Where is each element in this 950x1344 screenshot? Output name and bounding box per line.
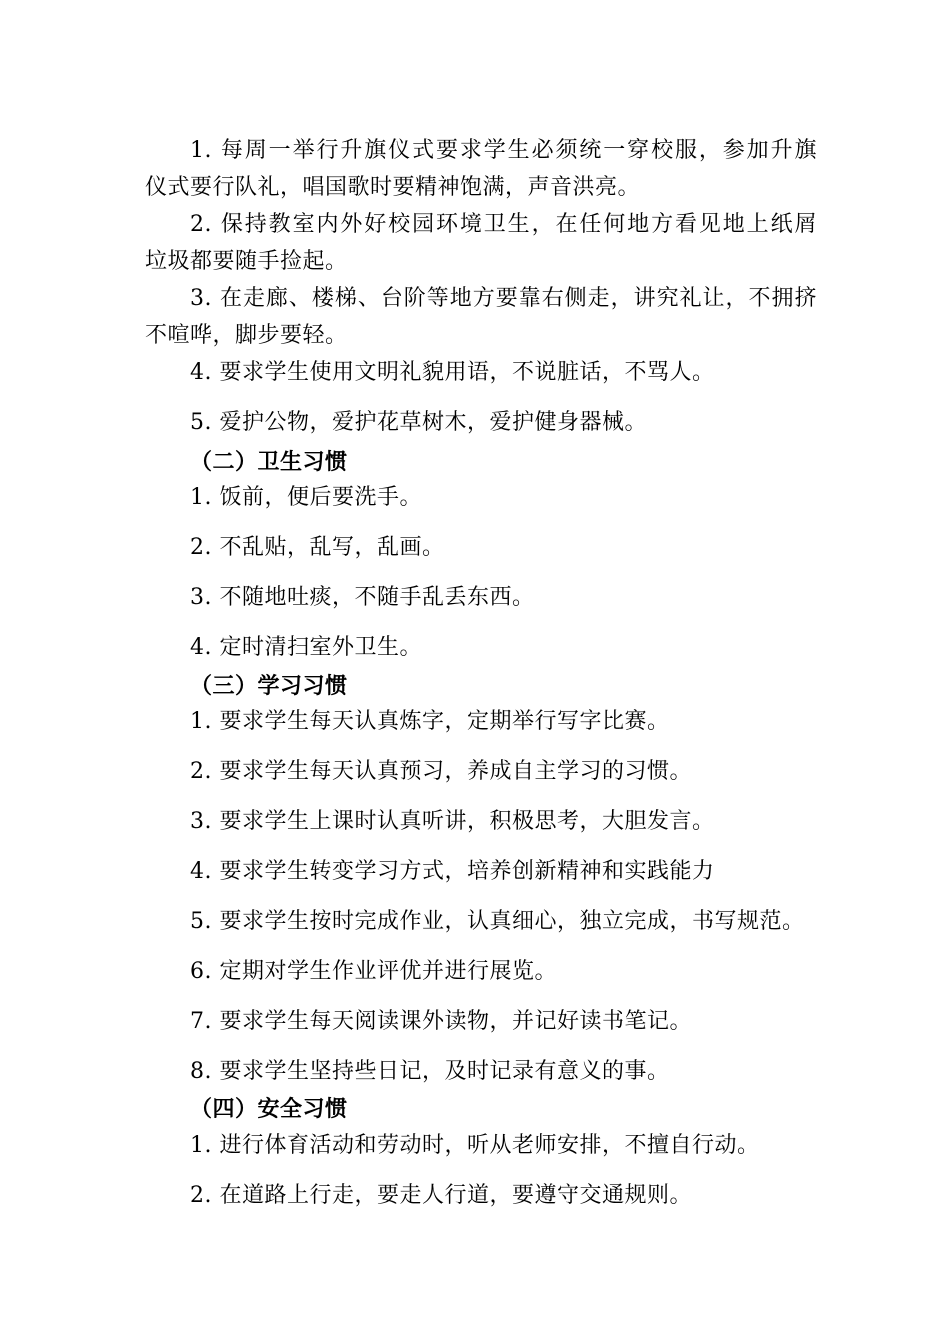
- list-item: 4. 定时清扫室外卫生。: [190, 635, 422, 660]
- list-item: 7. 要求学生每天阅读课外读物，并记好读书笔记。: [190, 1009, 692, 1034]
- paragraph-line: 不喧哗，脚步要轻。: [145, 323, 348, 348]
- list-item: 2. 要求学生每天认真预习，养成自主学习的习惯。: [190, 759, 692, 784]
- list-item: 3. 要求学生上课时认真听讲，积极思考，大胆发言。: [190, 809, 715, 834]
- list-item: 1. 要求学生每天认真炼字，定期举行写字比赛。: [190, 709, 670, 734]
- list-item: 1. 饭前，便后要洗手。: [190, 485, 422, 510]
- list-item: 8. 要求学生坚持些日记，及时记录有意义的事。: [190, 1059, 670, 1084]
- section-heading: （四）安全习惯: [190, 1096, 348, 1122]
- paragraph-line: 1. 每周一举行升旗仪式要求学生必须统一穿校服，参加升旗: [190, 138, 817, 163]
- paragraph-line: 2. 保持教室内外好校园环境卫生，在任何地方看见地上纸屑: [190, 212, 817, 237]
- list-item: 2. 在道路上行走，要走人行道，要遵守交通规则。: [190, 1183, 692, 1208]
- list-item: 1. 进行体育活动和劳动时，听从老师安排，不擅自行动。: [190, 1133, 760, 1158]
- list-item: 2. 不乱贴，乱写，乱画。: [190, 535, 445, 560]
- paragraph-line: 垃圾都要随手捡起。: [145, 249, 348, 274]
- section-heading: （二）卫生习惯: [190, 449, 348, 475]
- paragraph-line: 3. 在走廊、楼梯、台阶等地方要靠右侧走，讲究礼让，不拥挤: [190, 286, 817, 311]
- list-item: 5. 要求学生按时完成作业，认真细心，独立完成，书写规范。: [190, 909, 805, 934]
- list-item: 4. 要求学生使用文明礼貌用语，不说脏话，不骂人。: [190, 360, 715, 385]
- list-item: 3. 不随地吐痰，不随手乱丢东西。: [190, 585, 535, 610]
- paragraph-line: 仪式要行队礼，唱国歌时要精神饱满，声音洪亮。: [145, 175, 641, 200]
- section-heading: （三）学习习惯: [190, 673, 348, 699]
- list-item: 5. 爱护公物，爱护花草树木，爱护健身器械。: [190, 410, 647, 435]
- list-item: 4. 要求学生转变学习方式，培养创新精神和实践能力: [190, 859, 715, 884]
- list-item: 6. 定期对学生作业评优并进行展览。: [190, 959, 557, 984]
